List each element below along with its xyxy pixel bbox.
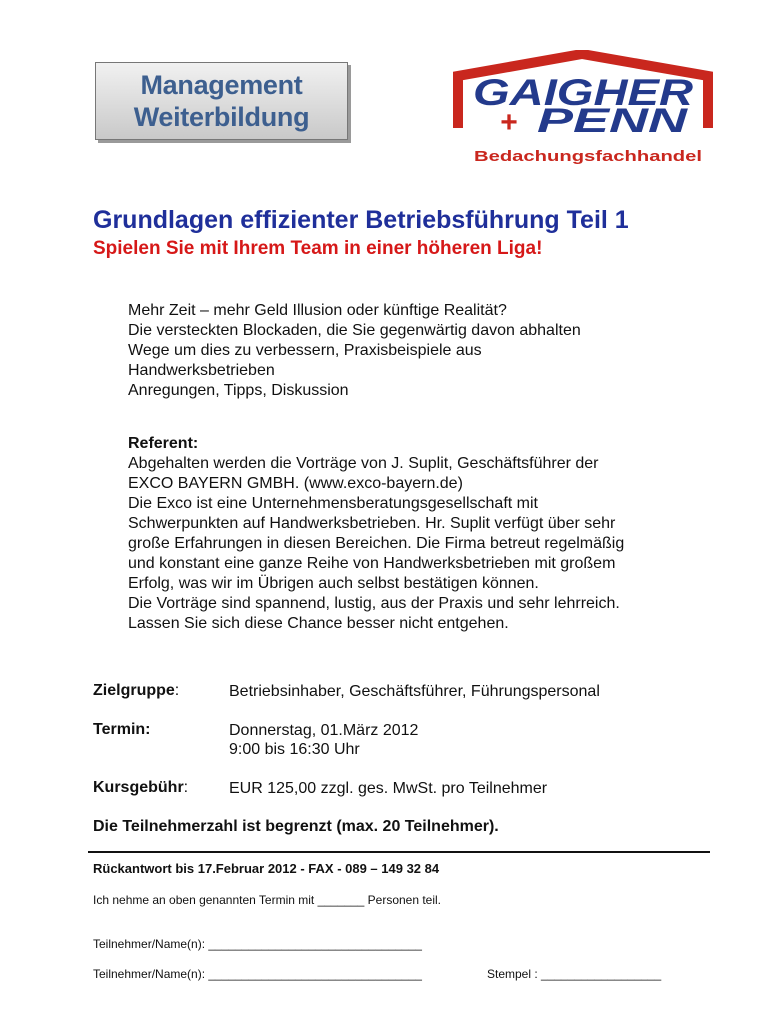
referent-line: Die Vorträge sind spannend, lustig, aus der Praxis und sehr lehrreich. [128, 595, 620, 612]
referent-line: Lassen Sie sich diese Chance besser nicht entgehen. [128, 615, 509, 632]
stamp-field[interactable]: Stempel : __________________ [487, 967, 662, 981]
page-subtitle: Spielen Sie mit Ihrem Team in einer höheren Liga! [93, 238, 543, 259]
zielgruppe-label [93, 682, 179, 700]
intro-line: Wege um dies zu verbessern, Praxisbeispiele aus [128, 342, 482, 359]
logo-name-top: GAIGHER [473, 72, 694, 113]
participant-name-field-2[interactable]: Teilnehmer/Name(n): ________________________________ [93, 967, 422, 981]
termin-label: Termin: [93, 721, 151, 738]
kursgebuehr-value: EUR 125,00 zzgl. ges. MwSt. pro Teilnehmer [229, 780, 548, 797]
referent-line: Schwerpunkten auf Handwerksbetrieben. Hr. Suplit verfügt über sehr [128, 515, 616, 532]
kursgebuehr-colon: : [183, 779, 189, 796]
referent-line: Die Exco ist eine Unternehmensberatungsgesellschaft mit [128, 495, 538, 512]
referent-block [128, 454, 624, 634]
badge-line-1: Management [140, 70, 303, 100]
referent-line: große Erfahrungen in diesen Bereichen. Die Firma betreut regelmäßig [128, 535, 625, 552]
logo-name-bottom: PENN [537, 102, 690, 140]
termin-time: 9:00 bis 16:30 Uhr [229, 741, 360, 758]
termin-date: Donnerstag, 01.März 2012 [229, 722, 419, 739]
kursgebuehr-label-text: Kursgebühr [93, 779, 184, 796]
intro-line: Anregungen, Tipps, Diskussion [128, 382, 349, 399]
gaigher-penn-logo [452, 50, 720, 168]
reply-deadline: Rückantwort bis 17.Februar 2012 - FAX - 089 – 149 32 84 [93, 861, 440, 876]
referent-line: Abgehalten werden die Vorträge von J. Suplit, Geschäftsführer der [128, 455, 599, 472]
badge-line-2: Weiterbildung [133, 102, 310, 132]
intro-line: Mehr Zeit – mehr Geld Illusion oder künftige Realität? [128, 302, 507, 319]
logo-plus: + [500, 106, 518, 139]
page-title: Grundlagen effizienter Betriebsführung Teil 1 [93, 206, 629, 234]
zielgruppe-value: Betriebsinhaber, Geschäftsführer, Führungspersonal [229, 683, 600, 700]
referent-line: EXCO BAYERN GMBH. (www.exco-bayern.de) [128, 475, 463, 492]
termin-value [229, 721, 418, 759]
section-divider [88, 851, 710, 853]
participant-limit-note: Die Teilnehmerzahl ist begrenzt (max. 20 Teilnehmer). [93, 818, 499, 835]
intro-line: Handwerksbetrieben [128, 362, 275, 379]
logo-tagline: Bedachungsfachhandel [474, 148, 702, 165]
intro-block [128, 301, 581, 401]
kursgebuehr-label [93, 779, 188, 797]
zielgruppe-colon: : [174, 682, 180, 699]
participant-name-field-1[interactable]: Teilnehmer/Name(n): ________________________________ [93, 937, 422, 951]
zielgruppe-label-text: Zielgruppe [93, 682, 175, 699]
referent-line: Erfolg, was wir im Übrigen auch selbst bestätigen können. [128, 575, 539, 592]
referent-heading: Referent: [128, 435, 199, 452]
referent-line: und konstant eine ganze Reihe von Handwerksbetrieben mit großem [128, 555, 616, 572]
intro-line: Die versteckten Blockaden, die Sie gegenwärtig davon abhalten [128, 322, 581, 339]
attendance-field[interactable]: Ich nehme an oben genannten Termin mit _______ Personen teil. [93, 893, 442, 907]
management-weiterbildung-badge [95, 62, 348, 140]
